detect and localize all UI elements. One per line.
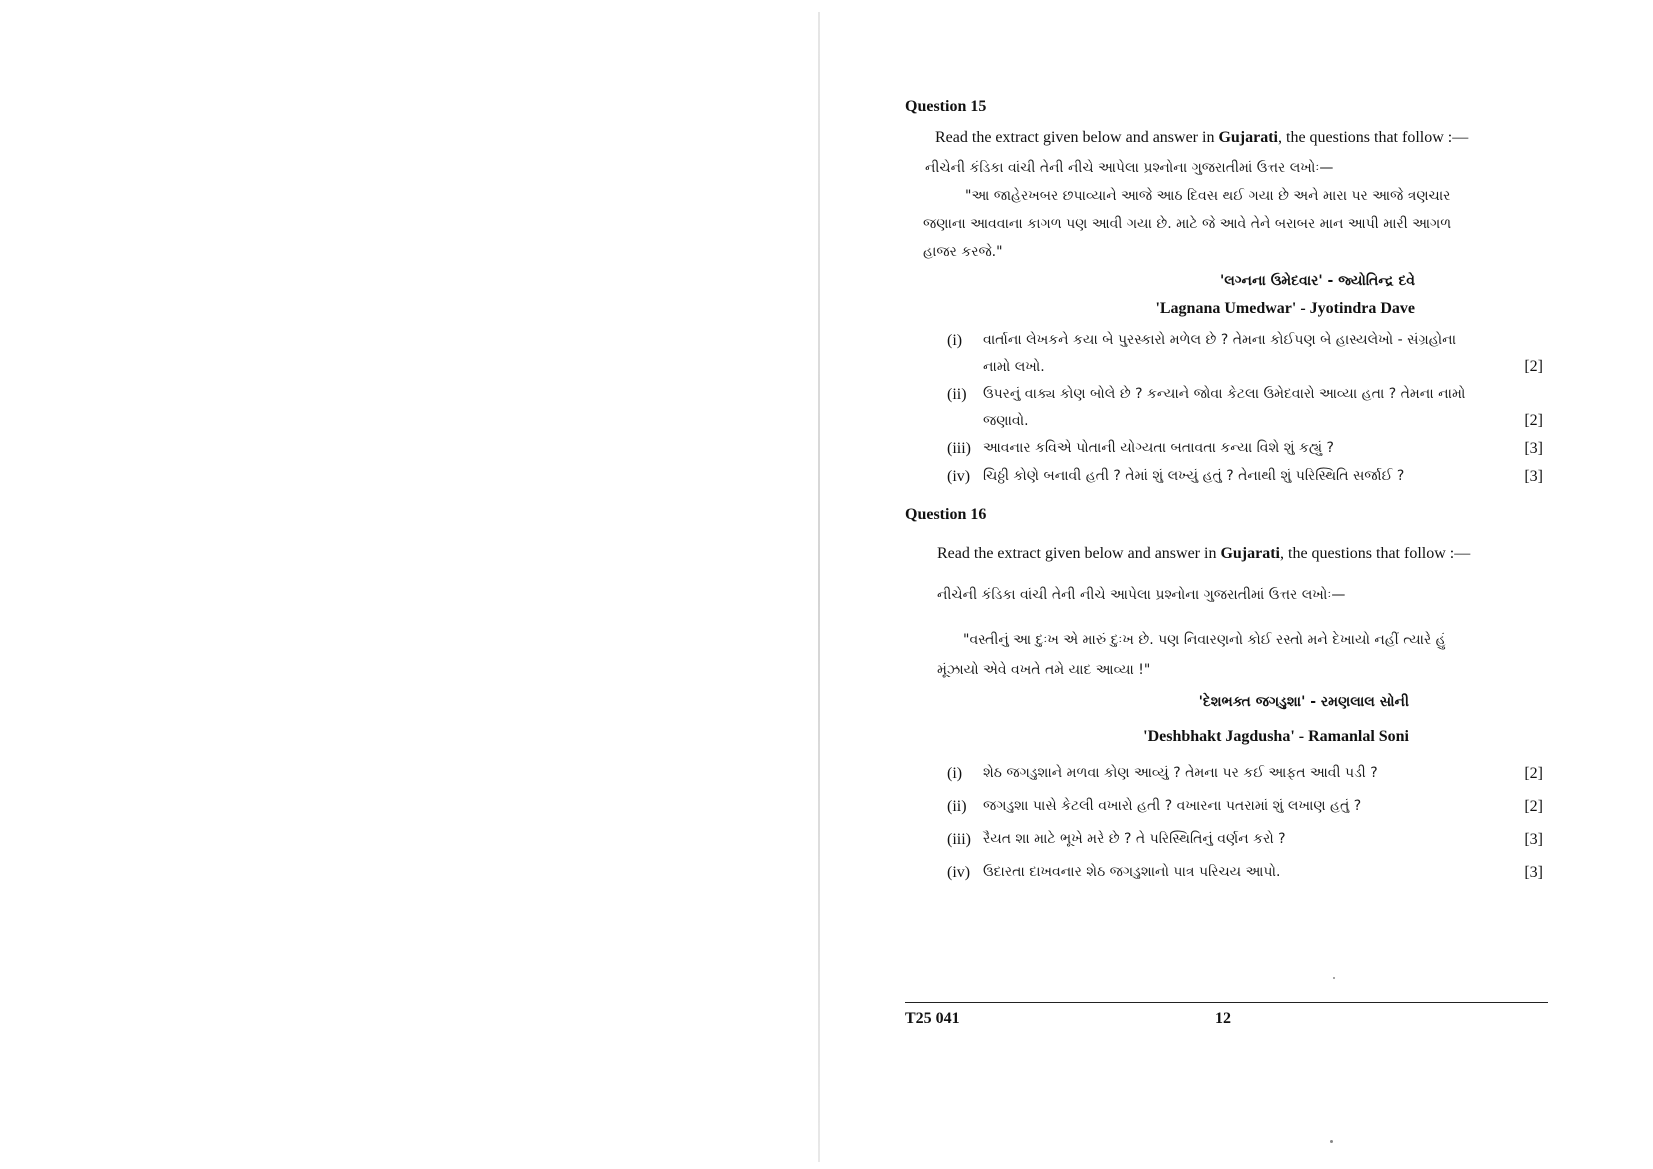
question-16-title: Question 16 xyxy=(905,506,987,523)
q16-i-number: (i) xyxy=(947,765,963,782)
scan-speck xyxy=(1333,977,1335,979)
q15-instruction: Read the extract given below and answer in Gujarati, the questions that follow :— xyxy=(935,129,1469,146)
q16-ii-text: જગડુશા પાસે કેટલી વખારો હતી ? વખારના પતરામાં શું લખાણ હતું ? xyxy=(983,798,1362,814)
scan-speck xyxy=(1330,1140,1333,1143)
q16-source-gujarati: 'દેશભક્ત જગડુશા' - રમણલાલ સોની xyxy=(1198,694,1409,710)
q15-iii-text: આવનાર કવિએ પોતાની યોગ્યતા બતાવતા કન્યા વિશે શું કહ્યું ? xyxy=(983,440,1334,456)
q16-iv-marks: [3] xyxy=(1524,864,1543,881)
q16-iii-text: રૈયત શા માટે ભૂખે મરે છે ? તે પરિસ્થિતિનું વર્ણન કરો ? xyxy=(983,831,1286,847)
q16-iv-text: ઉદારતા દાખવનાર શેઠ જગડુશાનો પાત્ર પરિચય આપો. xyxy=(983,864,1281,880)
q15-i-number: (i) xyxy=(947,332,963,349)
q16-iii-marks: [3] xyxy=(1524,831,1543,848)
q15-iii-number: (iii) xyxy=(947,440,971,457)
q16-ii-number: (ii) xyxy=(947,798,967,815)
q15-source-gujarati: 'લગ્નના ઉમેદવાર' - જ્યોતિન્દ્ર દવે xyxy=(1219,273,1415,289)
q15-extract-line-3: હાજર કરજે." xyxy=(923,244,1003,260)
q15-extract-line-2: જણાના આવવાના કાગળ પણ આવી ગયા છે. માટે જે આવે તેને બરાબર માન આપી મારી આગળ xyxy=(923,216,1452,232)
footer-paper-code: T25 041 xyxy=(905,1010,960,1027)
q16-i-text: શેઠ જગડુશાને મળવા કોણ આવ્યું ? તેમના પર કઈ આફત આવી પડી ? xyxy=(983,765,1378,781)
q15-iv-text: ચિઠ્ઠી કોણે બનાવી હતી ? તેમાં શું લખ્યું હતું ? તેનાથી શું પરિસ્થિતિ સર્જાઈ ? xyxy=(983,468,1405,484)
q15-i-text-line-1: વાર્તાના લેખકને કયા બે પુરસ્કારો મળેલ છે ? તેમના કોઈપણ બે હાસ્યલેખો - સંગ્રહોના xyxy=(983,332,1457,348)
q15-ii-text-line-1: ઉપરનું વાક્ય કોણ બોલે છે ? કન્યાને જોવા કેટલા ઉમેદવારો આવ્યા હતા ? તેમના નામો xyxy=(983,386,1466,402)
q16-extract-line-2: મૂંઝાયો એવે વખતે તમે યાદ આવ્યા !" xyxy=(937,662,1151,678)
q15-iii-marks: [3] xyxy=(1524,440,1543,457)
q15-extract-line-1: "આ જાહેરખબર છપાવ્યાને આજે આઠ દિવસ થઈ ગયા છે અને મારા પર આજે ત્રણચાર xyxy=(965,188,1451,204)
footer-page-number: 12 xyxy=(1215,1010,1231,1027)
q15-iv-marks: [3] xyxy=(1524,468,1543,485)
q15-i-marks: [2] xyxy=(1524,358,1543,375)
q16-instruction-gujarati: નીચેની કંડિકા વાંચી તેની નીચે આપેલા પ્રશ્નોના ગુજરાતીમાં ઉત્તર લખોઃ— xyxy=(937,587,1346,603)
scan-fold-line xyxy=(818,12,820,1162)
q16-source-english: 'Deshbhakt Jagdusha' - Ramanlal Soni xyxy=(1143,728,1409,745)
exam-page xyxy=(905,0,1555,1169)
q16-iii-number: (iii) xyxy=(947,831,971,848)
q16-extract-line-1: "વસ્તીનું આ દુઃખ એ મારું દુઃખ છે. પણ નિવારણનો કોઈ રસ્તો મને દેખાયો નહીં ત્યારે હું xyxy=(963,632,1446,648)
q15-iv-number: (iv) xyxy=(947,468,971,485)
q15-i-text-line-2: નામો લખો. xyxy=(983,359,1045,375)
q15-ii-marks: [2] xyxy=(1524,412,1543,429)
q15-ii-number: (ii) xyxy=(947,386,967,403)
q15-source-english: 'Lagnana Umedwar' - Jyotindra Dave xyxy=(1155,300,1415,317)
footer-rule xyxy=(905,1002,1548,1003)
q15-ii-text-line-2: જણાવો. xyxy=(983,413,1029,429)
question-15-title: Question 15 xyxy=(905,98,987,115)
q16-iv-number: (iv) xyxy=(947,864,971,881)
q16-i-marks: [2] xyxy=(1524,765,1543,782)
q16-ii-marks: [2] xyxy=(1524,798,1543,815)
q16-instruction: Read the extract given below and answer in Gujarati, the questions that follow :— xyxy=(937,545,1471,562)
q15-instruction-gujarati: નીચેની કંડિકા વાંચી તેની નીચે આપેલા પ્રશ્નોના ગુજરાતીમાં ઉત્તર લખોઃ— xyxy=(925,160,1334,176)
